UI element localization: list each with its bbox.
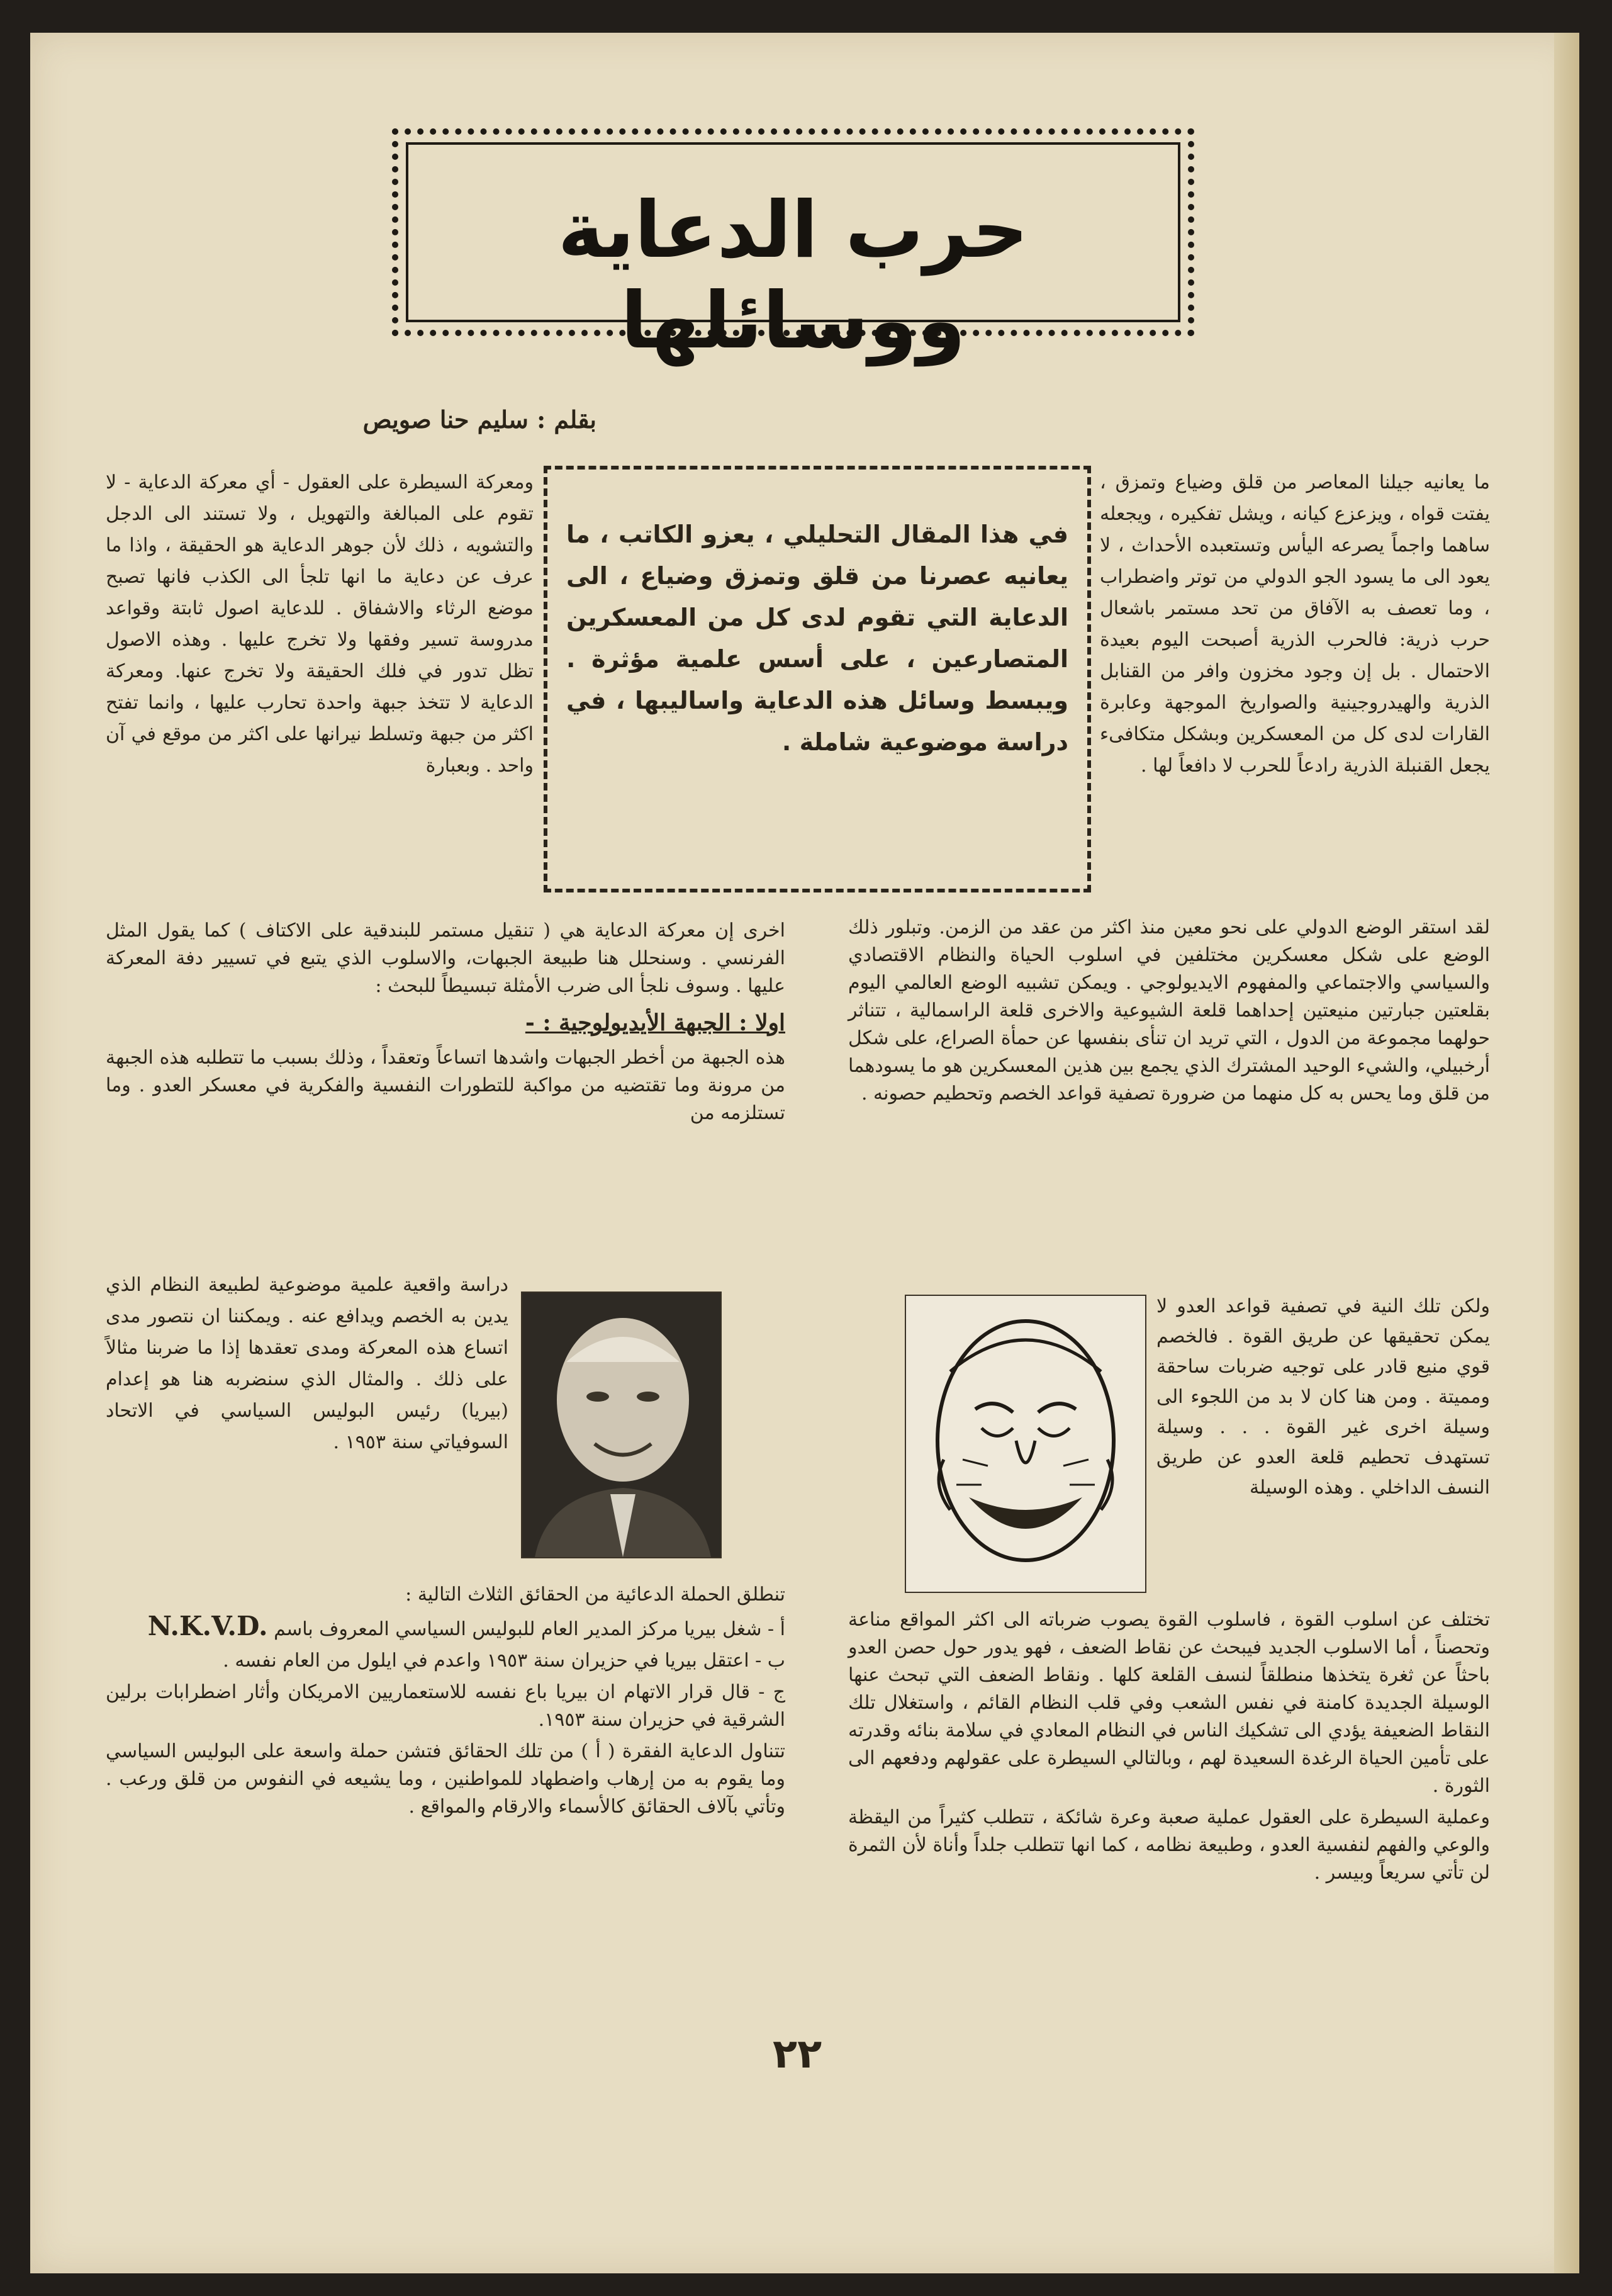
right-column-intro	[1100, 467, 1490, 785]
section-heading: اولا : الجبهة الأيديولوجية : -	[525, 1010, 785, 1036]
left-column-body	[106, 917, 785, 1131]
right-column-beside-cartoon	[1156, 1292, 1490, 1507]
paragraph: ومعركة السيطرة على العقول - أي معركة الدعاية - لا تقوم على المبالغة والتهويل ، ولا تستند الى الدجل والتشويه ، ذلك لأن جوهر الدعاية هو الحقيقة ، واذا ما عرف عن دعاية ما انها تلجأ الى الكذب فانها تصبح موضع الرثاء والاشفاق . للدعاية اصول ثابتة وقواعد مدروسة تسير وفقها ولا تخرج عليها . وهذه الاصول تظل تدور في فلك الحقيقة ولا تخرج عنها. ومعركة الدعاية لا تتخذ جبهة واحدة تحارب عليها ، وانما تفتح اكثر من جبهة وتسلط نيرانها على اكثر من موقع في آن واحد . وبعبارة	[106, 471, 534, 777]
paragraph: تنطلق الحملة الدعائية من الحقائق الثلاث التالية :	[405, 1584, 785, 1606]
page-spine-edge	[1554, 33, 1579, 2273]
page-number: ٢٢	[773, 2031, 822, 2078]
paragraph: لقد استقر الوضع الدولي على نحو معين منذ اكثر من عقد من الزمن. وتبلور ذلك الوضع على شكل معسكرين مختلفين في اسلوب الحياة والنظام الاقتصادي والسياسي والاجتماعي والمفهوم الايديولوجي . ويمكن تشبيه الوضع العالمي اليوم بقلعتين جبارتين منيعتين إحداهما قلعة الشيوعية والاخرى قلعة الراسمالية ، تتناثر حولهما مجموعة من الدول ، التي تريد ان تنأى بنفسها عن حمأة الصراع، على شكل أرخبيلي، والشيء الوحيد المشترك الذي يجمع بين هذين المعسكرين هو ما يسودهما من قلق وما يحس به كل منهما من ضرورة تصفية قواعد الخصم وتحطيم حصونه .	[848, 916, 1490, 1105]
cartoon-face-icon	[906, 1296, 1145, 1592]
list-item-c: ج - قال قرار الاتهام ان بيريا باع نفسه للاستعماريين الامريكان وأثار اضطرابات برلين الشرقية في حزيران سنة ١٩٥٣.	[106, 1681, 785, 1731]
paragraph: دراسة واقعية علمية موضوعية لطبيعة النظام الذي يدين به الخصم ويدافع عنه . ويمكننا ان نتصور مدى اتساع هذه المعركة ومدى تعقدها إذا ما ضربنا مثالاً على ذلك . والمثال الذي سنضربه هنا هو إعدام (بيريا) رئيس البوليس السياسي في الاتحاد السوفياتي سنة ١٩٥٣ .	[106, 1274, 508, 1453]
summary-box	[544, 466, 1091, 892]
nkvd-abbreviation: N.K.V.D.	[147, 1611, 268, 1641]
right-column-body	[848, 914, 1490, 1111]
paragraph: وعملية السيطرة على العقول عملية صعبة وعرة شائكة ، تتطلب كثيراً من اليقظة والوعي والفهم لنفسية العدو ، وطبيعة نظامه ، كما انها تتطلب جلداً وأناة لأن الثمرة لن تأتي سريعاً وبيسر .	[848, 1806, 1491, 1884]
left-column-intro	[106, 467, 534, 785]
right-column-bottom	[848, 1606, 1490, 1891]
magazine-page	[30, 33, 1579, 2273]
paragraph: ولكن تلك النية في تصفية قواعد العدو لا يمكن تحقيقها عن طريق القوة . فالخصم قوي منيع قادر على توجيه ضربات ساحقة ومميتة . ومن هنا كان لا بد من اللجوء الى وسيلة اخرى غير القوة . . . وسيلة تستهدف تحطيم قلعة العدو عن طريق النسف الداخلي . وهذه الوسيلة	[1156, 1295, 1490, 1499]
paragraph: اخرى إن معركة الدعاية هي ( تنقيل مستمر للبندقية على الاكتاف ) كما يقول المثل الفرنسي . وسنحلل هنا طبيعة الجبهات، والاسلوب الذي يتبع في تسيير دفة المعركة عليها . وسوف نلجأ الى ضرب الأمثلة تبسيطاً للبحث :	[106, 920, 785, 997]
summary-text: في هذا المقال التحليلي ، يعزو الكاتب ، ما يعانيه عصرنا من قلق وتمزق وضياع ، الى الدعاية التي تقوم لدى كل من المعسكرين المتصارعين ، على أسس علمية مؤثرة . ويبسط وسائل هذه الدعاية واساليبها ، في دراسة موضوعية شاملة .	[566, 521, 1068, 756]
paragraph: تتناول الدعاية الفقرة ( أ ) من تلك الحقائق فتشن حملة واسعة على البوليس السياسي وما يقوم به من إرهاب واضطهاد للمواطنين ، وما يشيعه في النفوس من قلق ورعب . وتأتي بآلاف الحقائق كالأسماء والارقام والمواقع .	[106, 1740, 785, 1818]
title-frame	[392, 128, 1194, 366]
list-item-a	[106, 1612, 785, 1643]
byline: بقلم : سليم حنا صويص	[362, 405, 596, 434]
paragraph: تختلف عن اسلوب القوة ، فاسلوب القوة يصوب ضرباته الى اكثر المواقع مناعة وتحصناً ، أما الاسلوب الجديد فيبحث عن نقاط الضعف ، فهو يدور حول حصن العدو باحثاً عن ثغرة يتخذها منطلقاً لنسف القلعة كلها . ونقاط الضعف التي تبحث عنها الوسيلة الجديدة كامنة في نفس الشعب وفي قلب النظام القائم ، واستغلال تلك النقاط الضعيفة يؤدي الى تشكيك الناس في النظام المعادي في سلامة بنائه وقدرته على تأمين الحياة الرغدة السعيدة لهم ، وبالتالي السيطرة على عقولهم ودفعهم الى الثورة .	[848, 1609, 1490, 1797]
cartoon-portrait	[905, 1295, 1146, 1593]
portrait-person-icon	[522, 1293, 720, 1557]
left-column-beside-photo	[106, 1269, 508, 1462]
paragraph: ما يعانيه جيلنا المعاصر من قلق وضياع وتمزق ، يفتت قواه ، ويزعزع كيانه ، ويشل تفكيره ، ويجعله ساهما واجماً يصرعه اليأس وتستعبده الأحداث ، لا يعود الى ما يسود الجو الدولي من توتر واضطراب ، وما تعصف به الآفاق من تحد مستمر باشعال حرب ذرية: فالحرب الذرية أصبحت اليوم بعيدة الاحتمال . بل إن وجود مخزون وافر من القنابل الذرية والهيدروجينية والصواريخ الموجهة وعابرة القارات لدى كل من المعسكرين وبشكل متكافىء يجعل القنبلة الذرية رادعاً للحرب لا دافعاً لها .	[1100, 471, 1490, 777]
paragraph: هذه الجبهة من أخطر الجبهات واشدها اتساعاً وتعقداً ، وذلك بسبب ما تتطلبه هذه الجبهة من مرونة وما تقتضيه من مواكبة للتطورات النفسية والفكرية في معسكر العدو . وما تستلزمه من	[106, 1047, 785, 1124]
left-column-bottom	[106, 1581, 785, 1825]
list-item-a-text: أ - شغل بيريا مركز المدير العام للبوليس السياسي المعروف باسم	[274, 1618, 785, 1640]
list-item-b: ب - اعتقل بيريا في حزيران سنة ١٩٥٣ واعدم في ايلول من العام نفسه .	[223, 1650, 785, 1672]
portrait-photo	[521, 1292, 722, 1558]
article-title: حرب الدعاية ووسائلها	[557, 185, 1029, 366]
